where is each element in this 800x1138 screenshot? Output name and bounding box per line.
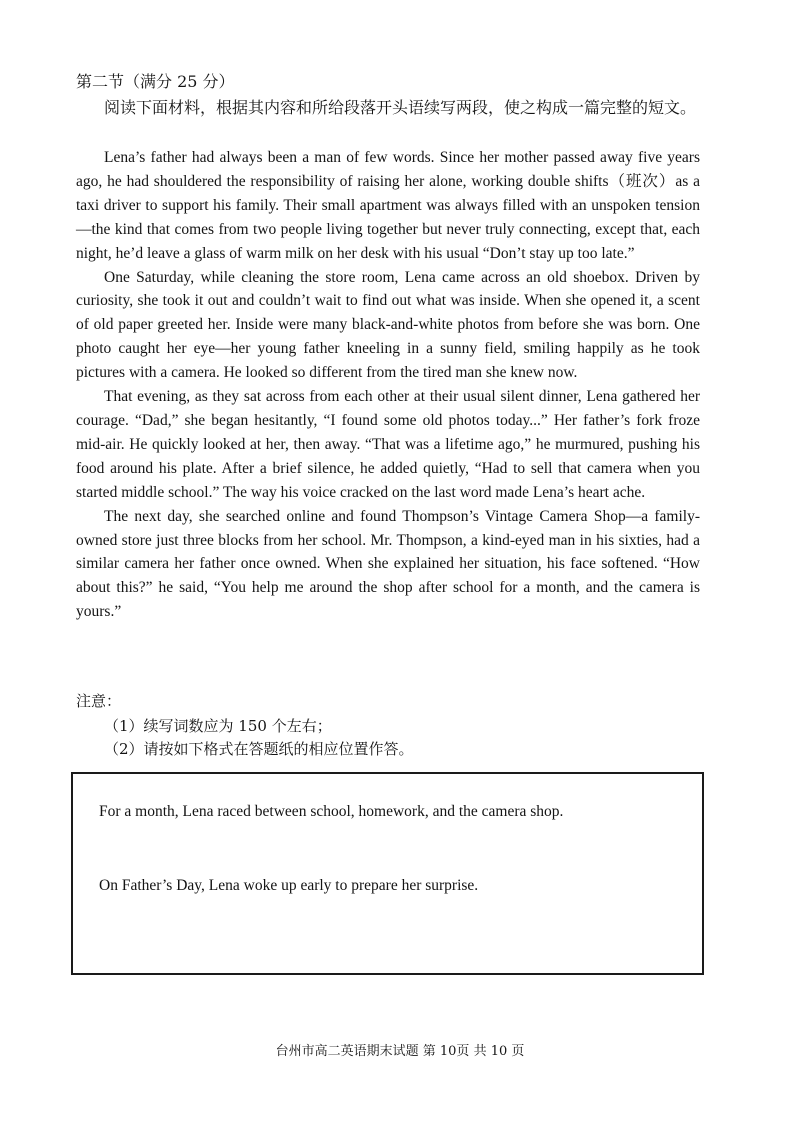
answer-box bbox=[71, 772, 704, 975]
notes-title: 注意： bbox=[76, 692, 122, 710]
reading-passage bbox=[76, 146, 700, 624]
note-item: （1）续写词数应为 150 个左右； bbox=[104, 717, 332, 735]
passage-paragraph: The next day, she searched online and found Thompson’s Vintage Camera Shop—a family-owned store just three blocks from her school. Mr. Thompson, a kind-eyed man in his sixties, had a similar camera her father once owned. When she explained her situation, his face softened. “How about this?” he said, “You help me around the shop after school for a month, and the camera is yours.” bbox=[76, 507, 700, 621]
passage-paragraph: One Saturday, while cleaning the store room, Lena came across an old shoebox. Driven by curiosity, she took it out and couldn’t wait to find out what was inside. When she opened it, a scent of old paper greeted her. Inside were many black-and-white photos from before she was born. One photo caught her eye—her young father kneeling in a sunny field, smiling happily as he took pictures with a camera. He looked so different from the tired man she knew now. bbox=[76, 268, 700, 382]
section-title: 第二节（满分 25 分） bbox=[76, 72, 235, 91]
passage-paragraph: That evening, as they sat across from each other at their usual silent dinner, Lena gathered her courage. “Dad,” she began hesitantly, “I found some old photos today...” Her father’s fork froze mid-air. He quickly looked at her, then away. “That was a lifetime ago,” he murmured, pushing his food around his plate. After a brief silence, he added quietly, “Had to sell that camera when you started middle school.” The way his voice cracked on the last word made Lena’s heart ache. bbox=[76, 388, 700, 501]
paragraph-opener-1: For a month, Lena raced between school, homework, and the camera shop. bbox=[99, 803, 564, 820]
passage-paragraph: Lena’s father had always been a man of few words. Since her mother passed away five years ago, he had shouldered the responsibility of raising her alone, working double shifts（班次）as a taxi driver to support his family. Their small apartment was always filled with an unspoken tension—the kind that comes from two people living together but never truly connecting, except that, each night, he’d leave a glass of warm milk on her desk with his usual “Don’t stay up too late.” bbox=[76, 149, 700, 262]
paragraph-opener-2: On Father’s Day, Lena woke up early to prepare her surprise. bbox=[99, 877, 479, 894]
notes-section bbox=[76, 690, 716, 761]
note-item: （2）请按如下格式在答题纸的相应位置作答。 bbox=[104, 740, 414, 758]
page-footer: 台州市高二英语期末试题 第 10页 共 10 页 bbox=[275, 1044, 525, 1059]
task-instruction: 阅读下面材料，根据其内容和所给段落开头语续写两段，使之构成一篇完整的短文。 bbox=[104, 98, 697, 117]
